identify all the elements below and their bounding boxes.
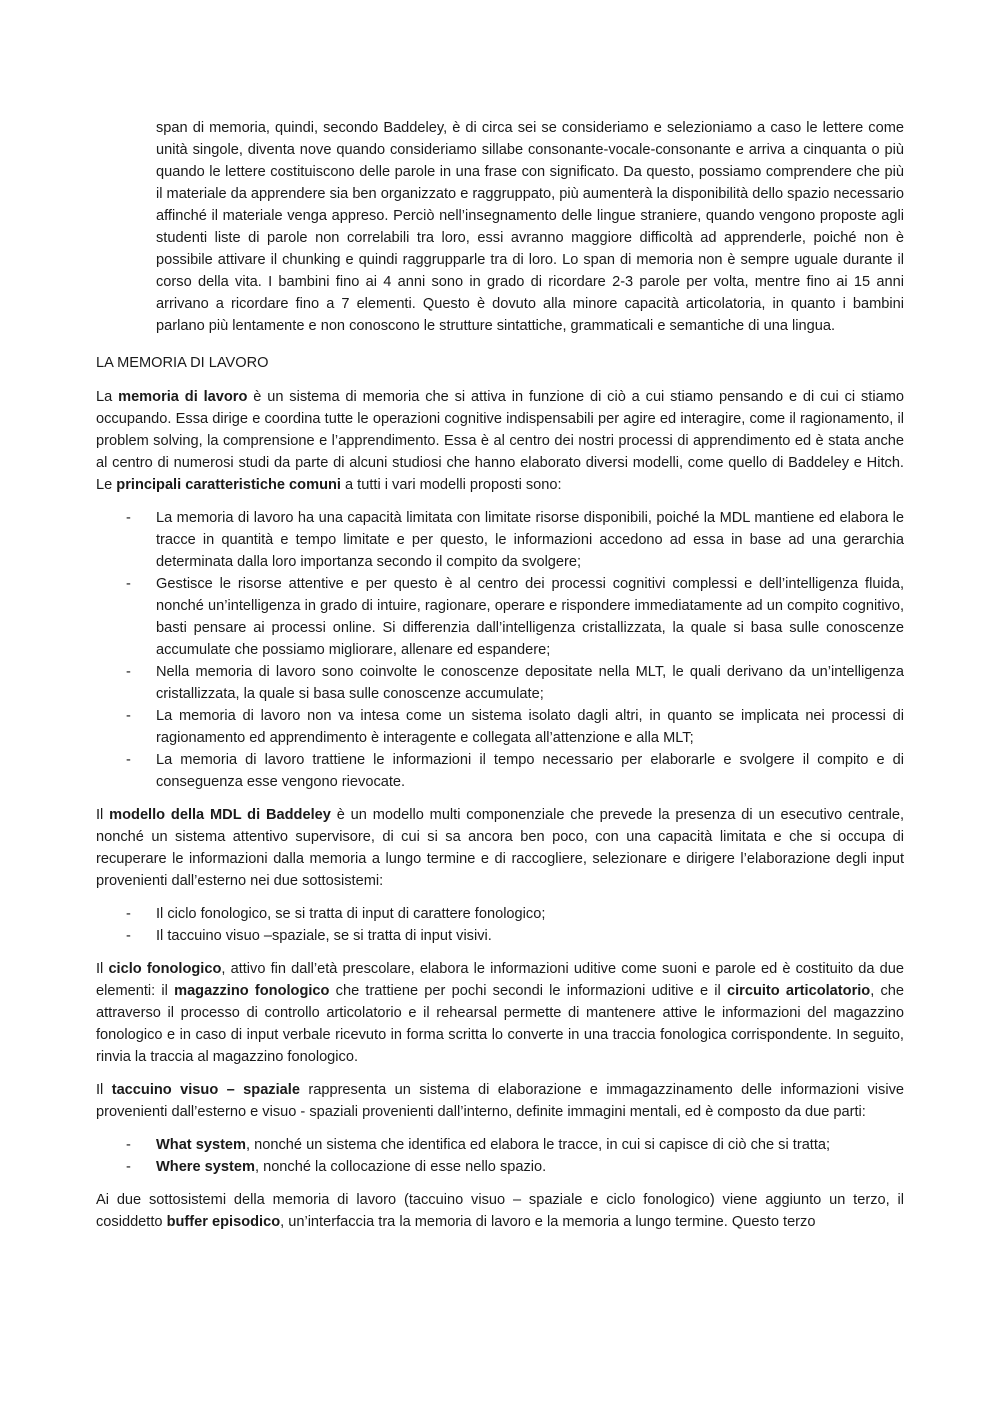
list-sottosistemi <box>96 903 904 947</box>
list-item: - La memoria di lavoro non va intesa come un sistema isolato dagli altri, in quanto se implicata nei processi di ragionamento ed apprendimento è interagente e collegata all’attenzione e alla MLT; <box>126 708 904 746</box>
paragraph-modello-baddeley: Il modello della MDL di Baddeley è un modello multi componenziale che prevede la presenza di un esecutivo centrale, nonché un sistema attentivo supervisore, di cui si sa ancora ben poco, con una capacità limitata e che si occupa di recuperare le informazioni dalla memoria a lungo termine e di raccogliere, selezionare e dirigere l’elaborazione degli input provenienti dall’esterno nei due sottosistemi: <box>96 807 904 889</box>
paragraph-span-memoria: span di memoria, quindi, secondo Baddeley, è di circa sei se consideriamo e selezioniamo a caso le lettere come unità singole, diventa nove quando consideriamo sillabe consonante-vocale-consonante e arriva a cinquanta o più quando le lettere costituiscono delle parole in una frase con significato. Da questo, possiamo comprendere che più il materiale da apprendere sia ben organizzato e raggruppato, più aumenterà la disponibilità dello spazio necessario affinché il materiale venga appreso. Perciò nell’insegnamento delle lingue straniere, quando vengono proposte agli studenti liste di parole non correlabili tra loro, essi avranno maggiore difficoltà ad apprenderle, poiché non è possibile attivare il chunking e quindi raggrupparle tra di loro. Lo span di memoria non è sempre uguale durante il corso della vita. I bambini fino ai 4 anni sono in grado di ricordare 2-3 parole per volta, mentre fino ai 15 anni arrivano a ricordare fino a 7 elementi. Questo è dovuto alla minore capacità articolatoria, in quanto i bambini parlano più lentamente e non conoscono le strutture sintattiche, grammaticali e semantiche di una lingua. <box>156 120 904 334</box>
list-item: - Il taccuino visuo –spaziale, se si tratta di input visivi. <box>126 928 492 944</box>
list-caratteristiche <box>96 507 904 793</box>
list-item: - Where system, nonché la collocazione di esse nello spazio. <box>126 1159 547 1175</box>
list-item: - Il ciclo fonologico, se si tratta di input di carattere fonologico; <box>126 906 546 922</box>
list-item: - Gestisce le risorse attentive e per questo è al centro dei processi cognitivi complessi e dell’intelligenza fluida, nonché un’intelligenza in grado di intuire, ragionare, operare e rispondere immediatamente ad un compito cognitivo, basti pensare ai processi online. Si differenzia dall’intelligenza cristallizzata, la quale si basa sulle conoscenze accumulate che possiamo migliorare, allenare ed espandere; <box>126 576 904 658</box>
paragraph-taccuino-visuo-spaziale: Il taccuino visuo – spaziale rappresenta un sistema di elaborazione e immagazzinamento delle informazioni visive provenienti dall’esterno e visuo - spaziali provenienti dall’interno, definite immagini mentali, ed è composto da due parti: <box>96 1082 904 1120</box>
list-item: - La memoria di lavoro ha una capacità limitata con limitate risorse disponibili, poiché la MDL mantiene ed elabora le tracce in quantità e tempo limitate e per questo, le informazioni accedono ad essa in base ad una gerarchia determinata dalla loro importanza secondo il compito da svolgere; <box>126 510 904 570</box>
list-parti <box>96 1134 904 1178</box>
list-item: - Nella memoria di lavoro sono coinvolte le conoscenze depositate nella MLT, le quali derivano da un’intelligenza cristallizzata, la quale si basa sulle conoscenze accumulate; <box>126 664 904 702</box>
section-heading: LA MEMORIA DI LAVORO <box>96 355 269 371</box>
paragraph-memoria-di-lavoro: La memoria di lavoro è un sistema di memoria che si attiva in funzione di ciò a cui stiamo pensando e di cui ci stiamo occupando. Essa dirige e coordina tutte le operazioni cognitive indispensabili per agire ed interagire, come il ragionamento, il problem solving, la comprensione e l’apprendimento. Essa è al centro dei nostri processi di apprendimento ed è stata anche al centro di numerosi studi da parte di alcuni studiosi che hanno elaborato diversi modelli, come quello di Baddeley e Hitch. Le principali caratteristiche comuni a tutti i vari modelli proposti sono: <box>96 389 904 493</box>
paragraph-ciclo-fonologico: Il ciclo fonologico, attivo fin dall’età prescolare, elabora le informazioni uditive come suoni e parole ed è costituito da due elementi: il magazzino fonologico che trattiene per pochi secondi le informazioni uditive e il circuito articolatorio, che attraverso il processo di controllo articolatorio e il rehearsal permette di mantenere attive le informazioni del magazzino fonologico e in caso di input verbale ricevuto in forma scritta lo converte in una traccia fonologica corrispondente. In seguito, rinvia la traccia al magazzino fonologico. <box>96 961 905 1065</box>
list-item: - La memoria di lavoro trattiene le informazioni il tempo necessario per elaborarle e svolgere il compito e di conseguenza esse vengono rievocate. <box>126 752 904 790</box>
list-item: - What system, nonché un sistema che identifica ed elabora le tracce, in cui si capisce di ciò che si tratta; <box>126 1137 831 1153</box>
paragraph-buffer-episodico: Ai due sottosistemi della memoria di lavoro (taccuino visuo – spaziale e ciclo fonologico) viene aggiunto un terzo, il cosiddetto buffer episodico, un’interfaccia tra la memoria di lavoro e la memoria a lungo termine. Questo terzo <box>96 1192 904 1230</box>
